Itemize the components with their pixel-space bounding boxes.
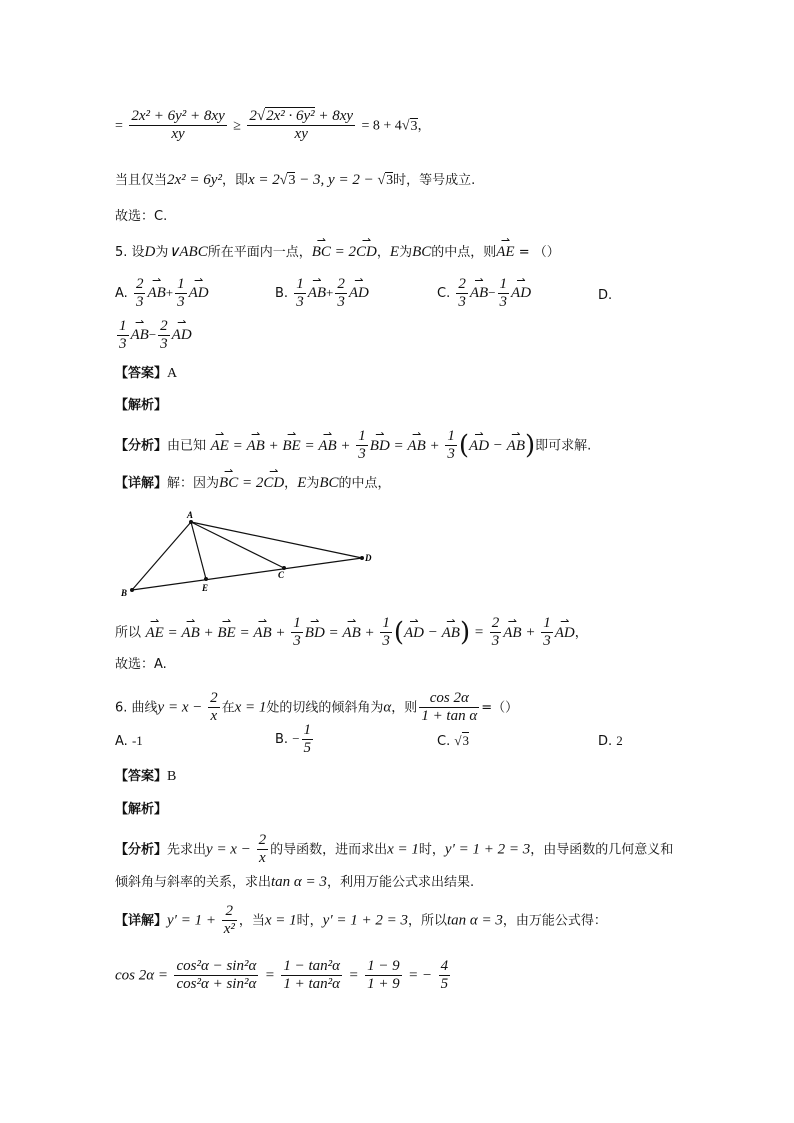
point-e xyxy=(204,577,208,581)
point-a xyxy=(189,520,193,524)
segment-ad xyxy=(191,522,362,558)
segment-ae xyxy=(191,522,206,579)
q6-fenxi-line2: 倾斜角与斜率的关系，求出tan α = 3，利用万能公式求出结果. xyxy=(115,874,475,890)
q5-analysis-tag: 【解析】 xyxy=(115,398,168,413)
triangle-figure xyxy=(115,508,385,603)
fraction: $\frac{\text{2x² + 6y² + 8xy}}{xy}$ xyxy=(131,108,225,142)
q6-stem: 6. 曲线y = x − $\frac{2}{x}$ 在x = 1处的切线的倾斜角为α，则 $\frac{\cos 2\alpha}{\text{1 + tan α}}$ =（） xyxy=(115,690,519,724)
geq-sign: ≥ xyxy=(233,118,241,134)
q6-answer: 【答案】B xyxy=(115,769,177,784)
q5-option-d: $\frac{1}{3}$ ⇀ AB− $\frac{2}{3}$ ⇀ AD xyxy=(115,318,192,353)
segment-ab xyxy=(132,522,191,590)
q5-choose: 故选：A. xyxy=(115,657,167,672)
q5-xiangjie: 【详解】解：因为⇀ BC = 2⇀ CD，E为BC的中点， xyxy=(115,473,391,494)
q5-option-d-label: D. xyxy=(598,288,613,303)
q6-option-a: A. -1 xyxy=(115,733,143,749)
q6-fenxi: 【分析】先求出y = x − $\frac{2}{x}$ 的导函数，进而求出x = 1时，y′ = 1 + 2 = 3，由导函数的几何意义和 xyxy=(115,832,674,866)
label-e: E xyxy=(202,583,209,593)
q6-analysis-tag: 【解析】 xyxy=(115,802,168,817)
label-c: C xyxy=(278,570,285,580)
q6-option-b: B. − $\frac{1}{5}$ xyxy=(275,722,312,756)
choose-line: 故选：C. xyxy=(115,209,168,224)
q6-option-d: D. 2 xyxy=(598,733,623,749)
q5-option-c: C. $\frac{2}{3}$ ⇀ AB− $\frac{1}{3}$ ⇀ AD xyxy=(437,276,531,311)
equals-sign: = xyxy=(115,118,123,134)
q6-option-c: C. √3 xyxy=(437,733,469,749)
equality-line: 当且仅当2x² = 6y²，即x = 2√3 − 3, y = 2 − √3时，等号成立. xyxy=(115,172,476,188)
q5-option-a: A. $\frac{2}{3}$ ⇀ AB+ $\frac{1}{3}$ ⇀ AD xyxy=(115,276,209,311)
label-a: A xyxy=(187,510,194,520)
q6-final-formula: cos 2α = $\frac{\text{cos²α − sin²α}}{\text{cos²α + sin²α}}$ = $\frac{\text{1 − tan²α}}{\text{1 + tan²α}}$ = $\frac{1 - 9}{1 + 9}$ = − $\frac{4}{5}$ xyxy=(115,958,449,992)
label-d: D xyxy=(365,553,372,563)
result: = 8 + 4 xyxy=(361,118,402,134)
point-b xyxy=(130,588,134,592)
q5-option-b: B. $\frac{1}{3}$ ⇀ AB+ $\frac{2}{3}$ ⇀ AD xyxy=(275,276,369,311)
q6-xiangjie: 【详解】y′ = 1 + $\frac{2}{\text{x²}}$ ，当x = 1时，y′ = 1 + 2 = 3，所以tan α = 3，由万能公式得： xyxy=(115,903,607,937)
inequality-line: = $\frac{\text{2x² + 6y² + 8xy}}{xy}$ ≥ $\frac{\text{2√2x² · 6y² + 8xy}}{xy}$ = 8 + 4√3， xyxy=(115,108,431,142)
label-b: B xyxy=(121,588,128,598)
fraction: $\frac{\text{2√2x² · 6y² + 8xy}}{xy}$ xyxy=(249,108,354,142)
q5-therefore: 所以 ⇀ AE = ⇀ AB + ⇀ BE = ⇀ AB + $\frac{1}{3}$ ⇀ BD = ⇀ AB + $\frac{1}{3}$ (⇀ AD − ⇀ AB) = $\frac{2}{3}$ ⇀ AB + $\frac{1}{3}$ ⇀ AD， xyxy=(115,615,588,650)
segment-bd xyxy=(132,558,362,590)
q5-fenxi: 【分析】由已知 ⇀ AE = ⇀ AB + ⇀ BE = ⇀ AB + $\frac{1}{3}$ ⇀ BD = ⇀ AB + $\frac{1}{3}$ (⇀ AD − ⇀ AB)即可求解. xyxy=(115,428,591,463)
segment-ac xyxy=(191,522,284,568)
q5-stem: 5. 设D为∨ABC所在平面内一点，⇀ BC = 2⇀ CD，E为BC的中点，则⇀ AE = （） xyxy=(115,242,560,263)
q5-answer: 【答案】A xyxy=(115,366,178,381)
point-d xyxy=(360,556,364,560)
